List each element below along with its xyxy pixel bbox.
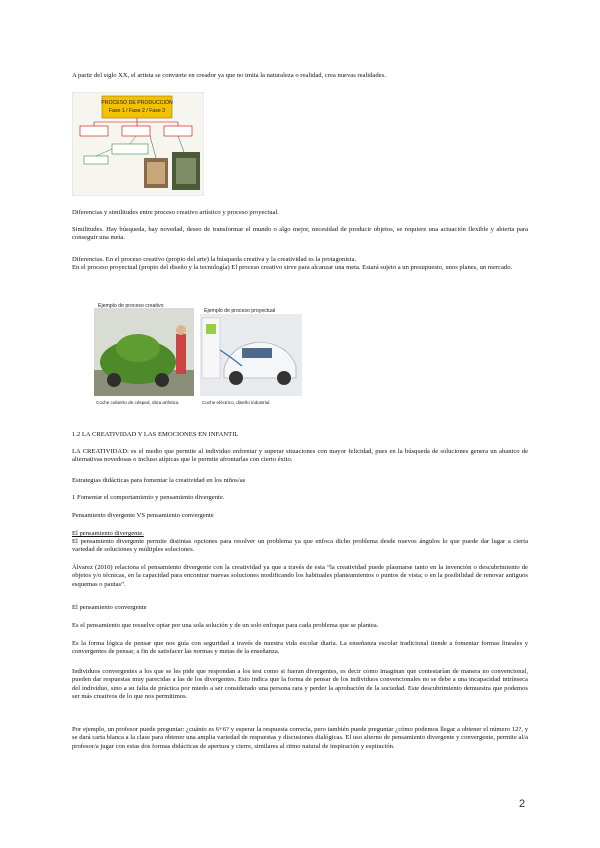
item-1: 1 Fomentar el comportamiento y pensamiento divergente. [72, 494, 225, 501]
divergent-text: El pensamiento divergente permite distintas opciones para resolver un problema ya que enfoca dicho problema desde nuevos ángulos lo que puede dar lugar a cierta variedad de soluciones y múltiples soluciones. [72, 538, 528, 554]
divergent-title: El pensamiento divergente. [72, 530, 144, 537]
right-note: Coche eléctrico, diseño industrial [202, 400, 270, 405]
right-caption: Ejemplo de proceso proyectual [204, 308, 276, 314]
intro-text: A partir del siglo XX, el artista se convierte en creador ya que no imita la naturaleza o realidad, crea nuevas realidades. [72, 72, 386, 79]
left-note: Coche cubierto de césped, obra artística [96, 400, 179, 405]
process-diagram-figure [72, 92, 204, 196]
divergent-vs-convergent: Pensamiento divergente VS pensamiento convergente [72, 512, 214, 519]
similarities-text: Similitudes. Hay búsqueda, hay novedad, deseo de transformar el mundo o algo mejor, necesidad de producir objetos, se requiere una actuación flexible y abierta para conseguir una meta. [72, 226, 528, 242]
diagram-title: PROCESO DE PRODUCCIÓN [101, 100, 173, 106]
alvarez-text: Álvarez (2010) relaciona el pensamiento divergente con la creatividad ya que a través de esta “la creatividad puede plasmarse tanto en la invención o descubrimiento de objetos y/o técnicas, en la capacidad para encontrar nuevas soluciones modificando los habituales planteamientos o puntos de vista; o en la posibilidad de renovar antiguos esquemas o pautas”. [72, 564, 528, 588]
convergent-text: Es la forma lógica de pensar que nos guía con seguridad a través de nuestra vida escolar diaria. La enseñanza escolar tradicional tiende a fomentar formas lineales y convergentes de pensar, a fin de satisfacer las normas y metas de la enseñanza. [72, 640, 528, 656]
differences-heading: Diferencias y similitudes entre proceso creativo artístico y proceso proyectual. [72, 209, 279, 216]
example-text: Por ejemplo, un profesor puede preguntar: ¿cuánto es 6+6? y esperar la respuesta correcta, pero también puede preguntar ¿cómo podemos llegar a obtener el número 12?, y se dará carta blanca a la clase para obtener una amplia variedad de respuestas y discusiones dialógicas. El uso alterno de pensamiento divergente y convergente, permite al/a profesor/a jugar con estas dos formas didácticas de apertura y cierre, similares al ritmo natural de inspiración y espiración. [72, 726, 528, 750]
convergent-title: El pensamiento convergente [72, 604, 147, 611]
creative-vs-project-figure [92, 300, 304, 410]
grass-car-photo [94, 308, 194, 396]
convergent-definition: Es el pensamiento que resuelve optar por una sola solución y de un solo enfoque para cada problema que se plantea. [72, 622, 379, 629]
diagram-subtitle: Fase 1 / Fase 2 / Fase 3 [108, 108, 166, 114]
section-title: 1.2 LA CREATIVIDAD Y LAS EMOCIONES EN INFANTIL [72, 431, 239, 438]
strategies-heading: Estrategias didácticas para fomentar la creatividad en los niños/as [72, 477, 246, 484]
left-caption: Ejemplo de proceso creativo [98, 303, 164, 309]
page-number: 2 [519, 798, 526, 810]
differences-text-2: En el proceso proyectual (propio del diseño y la tecnología) El proceso creativo sirve para alcanzar una meta. Estará sujeto a un presupuesto, unos planes, un mercado. [72, 264, 513, 271]
creativity-definition: LA CREATIVIDAD: es el medio que permite al individuo enfrentar y superar situaciones con mayor felicidad, pues en la búsqueda de soluciones genera un abanico de alternativas novedosas o incluso atípicas que le permite afrontarlas con cierto éxito. [72, 448, 528, 464]
electric-car-photo [200, 314, 302, 396]
differences-text: Diferencias. En el proceso creativo (propio del arte) la búsqueda creativa y la creatividad es la protagonista. [72, 256, 357, 263]
individuals-text: Individuos convergentes a los que se les pide que respondan a los test como si fueran divergentes, es decir como imaginan que contestarían de manera no convencional, pueden dar respuestas muy parecidas a las de los divergentes. Esto indica que la forma de pensar de los individuos convencionales no se debe a una incapacidad intrínseca del individuo, sino a su falta de práctica por miedo a ser considerado una persona rara y perder la aprobación de la sociedad. Este descubrimiento demuestra que podemos ser más creativos de lo que nos permitimos. [72, 668, 528, 701]
